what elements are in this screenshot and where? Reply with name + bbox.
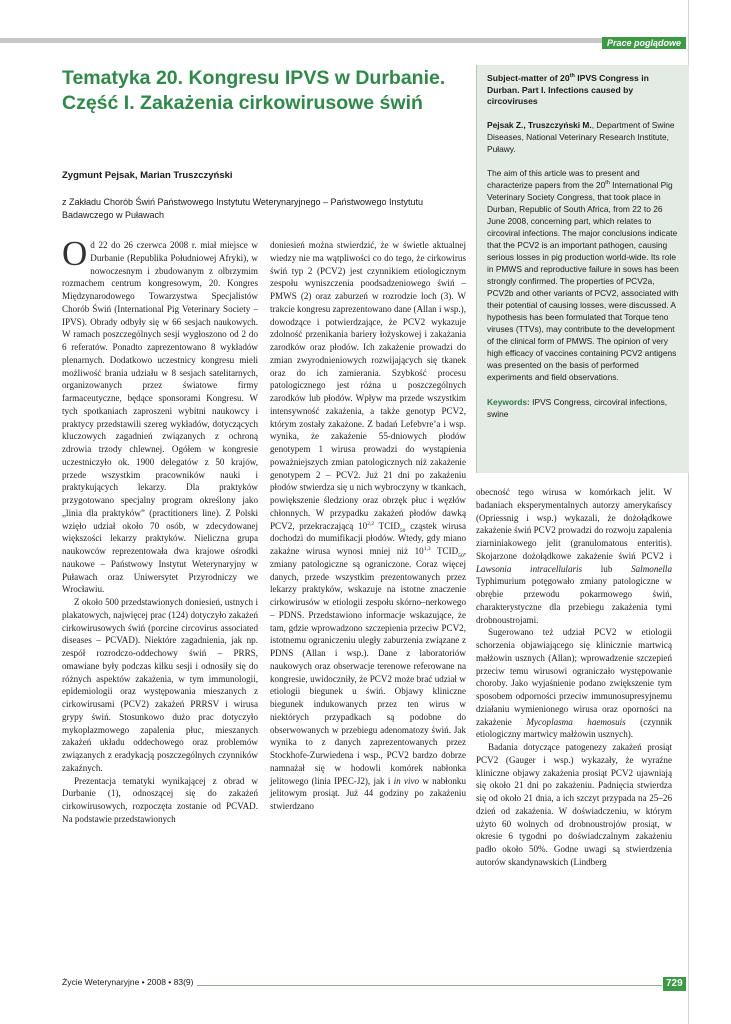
abstract-keywords: Keywords: IPVS Congress, circoviral infections, swine <box>487 396 668 419</box>
article-authors: Zygmunt Pejsak, Marian Truszczyński <box>62 170 233 181</box>
english-abstract-box <box>476 65 689 473</box>
body-column-2 <box>270 239 466 813</box>
body-paragraph: doniesień można stwierdzić, że w świetle aktualnej wiedzy nie ma wątpliwości co do tego, że cirkowirus świń typ 2 (PCV2) jest czynnikiem etiologicznym zespołu wyniszczenia poodsadzeniowego świń – PMWS (2) oraz zaburzeń w rozrodzie loch (3). W trakcie kongresu zaprezentowano dane (Allan i wsp.), dowodzące i potwierdzające, że PCV2 wykazuje zdolność przenikania bariery łożyskowej i zakażania zarodków oraz płodów. Ich zakażenie prowadzi do zmian zwyrodnieniowych rozwijających się tkanek oraz do ich zamierania. Szybkość procesu patologicznego jest różna u poszczególnych zarodków lub płodów. Wpływ ma przede wszystkim intensywność zakażenia, a także genotyp PCV2, którym zostały zakażone. Z badań Lefebvre’a i wsp. wynika, że zakażenie 55-dniowych płodów genotypem 1 wirusa prowadzi do wystąpienia poważniejszych zmian patologicznych niż zakażenie genotypem 2 – PCV2. Już 21 dni po zakażeniu płodów stwierdza się u nich wybroczyny w tkankach, powiększenie śledziony oraz obrzęk płuc i węzłów chłonnych. W przypadku zakażeń płodów dawką PCV2, przekraczającą 10$^{2,2}$ $TCID_{50}$ cząstek wirusa dochodzi do mumifikacji płodów. Wtedy, gdy miano zakażne wirusa wynosi mniej niż 10$^{1,3}$ $TCID_{50}$, zmiany patologiczne są ograniczone. Coraz więcej danych, przede wszystkim prezentowanych przez lekarzy praktyków, wskazuje na istotne znaczenie cirkowirusów w etiologii zespołu skórno–nerkowego – PDNS. Przedstawiono informacje wskazujące, że tam, gdzie wprowadzono szczepienia przeciw PCV2, istotnemu ograniczeniu uległy zaburzenia związane z PDNS (Allan i wsp.). Dane z laboratoriów naukowych oraz obserwacje terenowe referowane na kongresie, uwidoczniły, że PCV2 może brać udział w etiologii biegunek u świń. Objawy kliniczne biegunek indukowanych przez ten wirus w niektórych przypadkach są podobne do obserwowanych w przebiegu adenomatozy świń. Jak wynika to z danych zaprezentowanych przez Stockhofe-Zurwiedena i wsp., PCV2 bardzo dobrze namnażał się w hodowli komórek nabłonka jelitowego (linia IPEC-J2), jak i in vivo w nabłonku jelitowym prosiąt. Już 44 godziny po zakażeniu stwierdzano <box>270 240 467 811</box>
article-affiliation: z Zakładu Chorób Świń Państwowego Instytutu Weterynaryjnego – Państwowego Instytutu Badawczego w Puławach <box>62 197 424 220</box>
body-paragraph: obecność tego wirusa w komórkach jelit. W badaniach eksperymentalnych autorzy amerykańscy (Opriessnig i wsp.) wykazali, że dożołądkowe zakażenie świń PCV2 prowadzi do rozwoju zapalenia ziarniniakowego jelit (granulomatous enteritis). Skojarzone dożołądkowe zakażenie świń PCV2 i Lawsonia intracellularis lub Salmonella Typhimurium potęgowało zmiany patologiczne w obrębie przewodu pokarmowego świń, charakterystyczne dla przebiegu zakażenia tymi drobnoustrojami. <box>476 487 672 625</box>
drop-cap: O <box>62 234 88 273</box>
abstract-authors: Pejsak Z., Truszczyński M., Department of Swine Diseases, National Veterinary Research Institute, Puławy. <box>487 119 675 154</box>
body-paragraph: Od 22 do 26 czerwca 2008 r. miał miejsce w Durbanie (Republika Południowej Afryki), w nowoczesnym i zbudowanym z olbrzymim rozmachem centrum kongresowym, 20. Kongres Międzynarodowego Towarzystwa Specjalistów Chorób Świń (International Pig Veterinary Society – IPVS). Obrady odbyły się w 66 sesjach naukowych. W ramach poszczególnych sesji wygłoszono od 2 do 6 referatów. Ponadto zaprezentowano 8 wykładów plenarnych. Dodatkowo uczestnicy kongresu mieli możliwość brania udziału w 8 sesjach satelitarnych, organizowanych przez światowe firmy farmaceutyczne, będące sponsorami Kongresu. W tych spotkaniach zaproszeni wybitni naukowcy i praktycy przedstawili szereg wykładów, dotyczących kluczowych zagadnień związanych z ochroną zdrowia trzody chlewnej. Ogółem w kongresie uczestniczyło ok. 1900 delegatów z 50 krajów, przede wszystkim pracowników nauki i praktykujących lekarzy. Dla praktyków przygotowano specjalny program określony jako „linia dla praktyków” (practitioners line). Z Polski wzięło udział około 70 osób, w zdecydowanej większości lekarzy praktyków. Nieliczna grupa naukowców reprezentowała dwa krajowe ośrodki naukowe – Państwowy Instytut Weterynaryjny w Puławach oraz Uniwersytet Przyrodniczy we Wrocławiu. <box>62 234 258 595</box>
page-number: 729 <box>663 977 686 991</box>
body-paragraph: Prezentacja tematyki wynikającej z obrad w Durbanie (1), odnoszącej się do zakażeń cirkowirusowych, rozpoczęta zostanie od PCVAD. Na podstawie przedstawionych <box>62 775 258 824</box>
body-column-1 <box>62 234 258 826</box>
body-paragraph: Z około 500 przedstawionych doniesień, ustnych i plakatowych, najwięcej prac (124) dotyczyło zakażeń cirkowirusowych świń (porcine circovirus associated diseases – PCVAD). Niektóre zagadnienia, jak np. zespół rozrodczo-oddechowy świń – PRRS, omawiane były podczas kilku sesji i odnosiły się do różnych aspektów zakażenia, w tym immunologii, epidemiologii oraz występowania mieszanych z cirkowirusami (PCV2) zakażeń PRRSV i wirusa grypy świń. Stosunkowo dużo prac dotyczyło mykoplazmowego zapalenia płuc, mieszanych zakażeń układu oddechowego oraz problemów związanych z eradykacją poszczególnych czynników zakaźnych. <box>62 597 258 773</box>
abstract-text: The aim of this article was to present and characterize papers from the 20th International Pig Veterinary Society Congress, that took place in Durban, Republic of South Africa, from 22 to 26 June 2008, concerning part, which relates to circoviral infections. The major conclusions indicate that the PCV2 is an important pathogen, causing serious losses in pig production world-wide. Its role in PMWS and reproductive failure in sows has been strongly confirmed. The properties of PCV2a, PCV2b and other variants of PCV2, associated with their potential of causing losses, were discussed. A hypothesis has been formulated that Torque teno viruses (TTVs), may contribute to the development of the clinical form of PMWS. The opinion of very high efficacy of vaccines containing PCV2 antigens was presented on the basis of performed experiments and field observations. <box>487 167 679 382</box>
abstract-title: Subject-matter of 20th IPVS Congress in Durban. Part I. Infections caused by circoviruses <box>487 73 649 106</box>
body-column-3 <box>476 486 672 869</box>
article-title: Tematyka 20. Kongresu IPVS w Durbanie. Część I. Zakażenia cirkowirusowe świń <box>62 67 446 114</box>
header-rule <box>0 38 686 43</box>
section-tag: Prace poglądowe <box>602 37 686 49</box>
abstract-content <box>487 73 681 420</box>
journal-citation: Życie Weterynaryjne • 2008 • 83(9) <box>62 977 197 987</box>
body-paragraph: Badania dotyczące patogenezy zakażeń prosiąt PCV2 (Gauger i wsp.) wykazały, że wyraźne kliniczne objawy zakażenia prosiąt PCV2 ujawniają się około 21 dni po zakażeniu. Padnięcia stwierdza się od około 21 dnia, a ich szczyt przypada na 25–26 dzień od zakażenia. W doświadczeniu, w którym użyto 60 wolnych od drobnoustrojów prosiąt, w okresie 6 tygodni po doświadczalnym zakażeniu padło około 50%. Godne uwagi są stwierdzenia autorów skandynawskich (Lindberg <box>476 742 672 867</box>
body-paragraph: Sugerowano też udział PCV2 w etiologii schorzenia objawiającego się klinicznie martwicą małżowin usznych (Allan); wprowadzenie szczepień przeciw temu wirusowi ograniczało występowanie choroby. Jako wyjaśnienie podano zwiększenie tym sposobem odporności przeciw immunosupresyjnemu działaniu wymienionego wirusa oraz oporności na zakażenie Mycoplasma haemosuis (czynnik etiologiczny martwicy małżowin usznych). <box>476 627 672 740</box>
